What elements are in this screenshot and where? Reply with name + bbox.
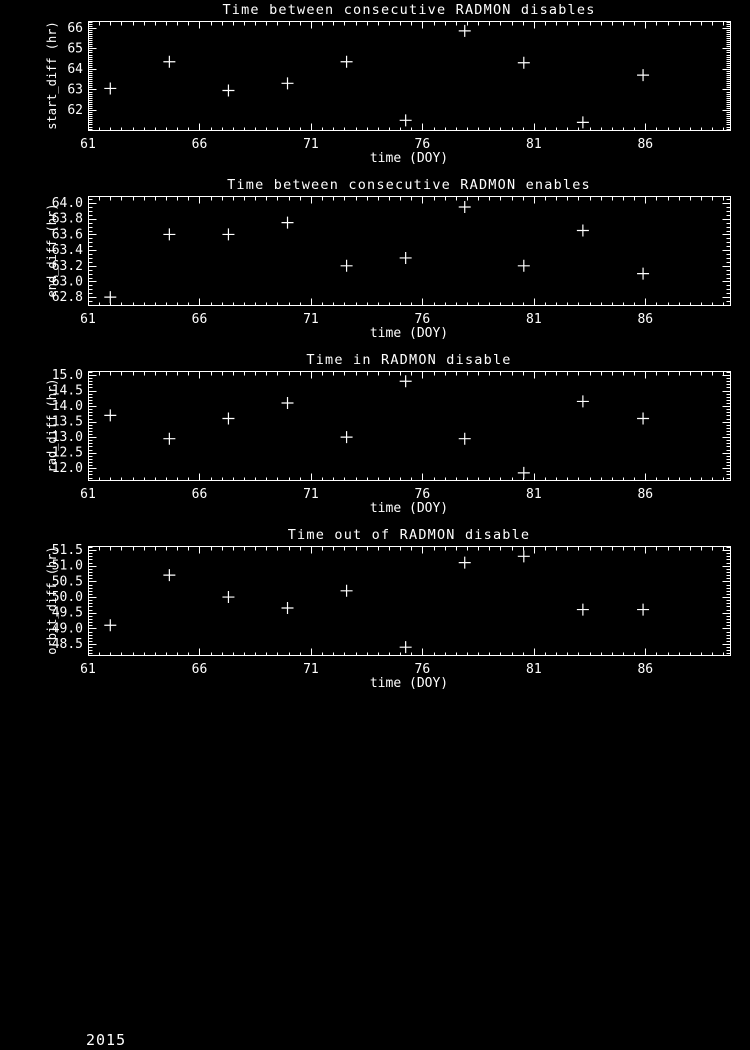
y-tick-label: 50.0 xyxy=(51,590,83,606)
data-point-marker xyxy=(222,413,234,425)
y-tick-label: 63.2 xyxy=(51,258,83,274)
data-point-marker xyxy=(222,228,234,240)
data-point-marker xyxy=(637,413,649,425)
data-point-marker xyxy=(104,82,116,94)
y-tick-label: 15.0 xyxy=(51,368,83,384)
data-point-marker xyxy=(341,260,353,272)
x-tick-label: 66 xyxy=(191,662,208,677)
data-point-marker xyxy=(400,375,412,387)
y-tick-label: 65 xyxy=(67,41,83,57)
y-tick-label: 12.0 xyxy=(51,461,83,477)
x-tick-label: 71 xyxy=(303,137,319,152)
x-axis-label: time (DOY) xyxy=(369,151,449,166)
y-axis-label: start_diff (hr) xyxy=(45,21,59,130)
data-point-marker xyxy=(104,291,116,303)
x-tick-label: 71 xyxy=(303,662,319,677)
panel-rad-diff xyxy=(45,352,731,516)
chart-title: Time in RADMON disable xyxy=(306,352,512,368)
y-tick-label: 64.0 xyxy=(51,196,83,212)
x-tick-label: 71 xyxy=(303,312,319,327)
data-point-marker xyxy=(637,604,649,616)
data-point-marker xyxy=(104,619,116,631)
x-axis-label: time (DOY) xyxy=(369,326,449,341)
chart-title: Time between consecutive RADMON enables xyxy=(227,177,591,193)
data-point-marker xyxy=(282,602,294,614)
x-tick-label: 76 xyxy=(414,312,431,327)
data-point-marker xyxy=(400,114,412,126)
x-tick-label: 71 xyxy=(303,487,319,502)
axis-ticks xyxy=(89,22,731,131)
data-points xyxy=(104,201,649,303)
x-tick-label: 86 xyxy=(637,312,654,327)
chart-title: Time out of RADMON disable xyxy=(287,527,531,543)
axis-ticks xyxy=(89,547,731,656)
y-axis-label: rad_diff (hr) xyxy=(45,378,59,473)
y-tick-label: 50.5 xyxy=(51,574,83,590)
data-point-marker xyxy=(163,569,175,581)
panel-orbit-diff xyxy=(45,527,731,691)
data-point-marker xyxy=(341,585,353,597)
data-point-marker xyxy=(577,225,589,237)
x-axis-label: time (DOY) xyxy=(369,676,449,691)
data-point-marker xyxy=(163,433,175,445)
data-point-marker xyxy=(637,268,649,280)
data-point-marker xyxy=(637,69,649,81)
data-point-marker xyxy=(400,252,412,264)
y-axis-label: end_diff (hr) xyxy=(45,203,59,298)
y-tick-label: 64 xyxy=(67,61,83,77)
data-point-marker xyxy=(104,409,116,421)
axis-frame xyxy=(89,197,731,306)
y-tick-label: 51.0 xyxy=(51,558,83,574)
y-tick-label: 49.5 xyxy=(51,605,83,621)
x-axis-label: time (DOY) xyxy=(369,501,449,516)
chart-title: Time between consecutive RADMON disables xyxy=(222,2,596,18)
y-tick-label: 13.0 xyxy=(51,430,83,446)
data-point-marker xyxy=(518,467,530,479)
x-tick-label: 81 xyxy=(526,137,542,152)
y-tick-label: 14.5 xyxy=(51,383,83,399)
data-point-marker xyxy=(282,217,294,229)
y-tick-label: 62 xyxy=(67,103,83,119)
data-point-marker xyxy=(577,395,589,407)
data-point-marker xyxy=(459,201,471,213)
x-tick-label: 61 xyxy=(80,312,96,327)
x-tick-label: 86 xyxy=(637,487,654,502)
y-tick-label: 63.4 xyxy=(51,243,83,259)
data-point-marker xyxy=(282,397,294,409)
y-tick-label: 13.5 xyxy=(51,414,83,430)
data-point-marker xyxy=(222,591,234,603)
x-tick-label: 81 xyxy=(526,312,542,327)
axis-ticks xyxy=(89,197,731,306)
x-tick-label: 61 xyxy=(80,487,96,502)
x-tick-label: 66 xyxy=(191,487,208,502)
data-point-marker xyxy=(577,116,589,128)
data-points xyxy=(104,25,649,129)
data-point-marker xyxy=(341,56,353,68)
y-tick-label: 12.5 xyxy=(51,445,83,461)
x-tick-label: 81 xyxy=(526,487,542,502)
data-point-marker xyxy=(518,550,530,562)
x-tick-label: 76 xyxy=(414,662,431,677)
axis-frame xyxy=(89,547,731,656)
data-point-marker xyxy=(222,85,234,97)
data-points xyxy=(104,550,649,653)
panel-start-diff xyxy=(45,2,731,166)
y-axis-label: orbit_diff (hr) xyxy=(45,546,59,655)
footer-year-label: 2015 xyxy=(86,1031,127,1049)
panel-end-diff xyxy=(45,177,731,341)
data-point-marker xyxy=(459,557,471,569)
x-tick-label: 66 xyxy=(191,312,208,327)
x-tick-label: 61 xyxy=(80,137,96,152)
data-point-marker xyxy=(282,77,294,89)
y-tick-label: 51.5 xyxy=(51,543,83,559)
data-point-marker xyxy=(163,228,175,240)
x-tick-label: 86 xyxy=(637,137,654,152)
y-tick-label: 48.5 xyxy=(51,637,83,653)
axis-frame xyxy=(89,372,731,481)
x-tick-label: 76 xyxy=(414,137,431,152)
data-point-marker xyxy=(459,25,471,37)
data-point-marker xyxy=(341,431,353,443)
y-tick-label: 63.0 xyxy=(51,274,83,290)
axis-ticks xyxy=(89,372,731,481)
y-tick-label: 66 xyxy=(67,20,83,36)
y-tick-label: 14.0 xyxy=(51,399,83,415)
y-tick-label: 62.8 xyxy=(51,290,83,306)
data-point-marker xyxy=(518,260,530,272)
x-tick-label: 66 xyxy=(191,137,208,152)
axis-frame xyxy=(89,22,731,131)
data-point-marker xyxy=(518,57,530,69)
y-tick-label: 63.8 xyxy=(51,211,83,227)
x-tick-label: 81 xyxy=(526,662,542,677)
x-tick-label: 76 xyxy=(414,487,431,502)
y-tick-label: 63 xyxy=(67,82,83,98)
data-point-marker xyxy=(459,433,471,445)
y-tick-label: 49.0 xyxy=(51,621,83,637)
data-point-marker xyxy=(163,56,175,68)
data-point-marker xyxy=(577,604,589,616)
x-tick-label: 61 xyxy=(80,662,96,677)
data-point-marker xyxy=(400,641,412,653)
x-tick-label: 86 xyxy=(637,662,654,677)
y-tick-label: 63.6 xyxy=(51,227,83,243)
data-points xyxy=(104,375,649,479)
